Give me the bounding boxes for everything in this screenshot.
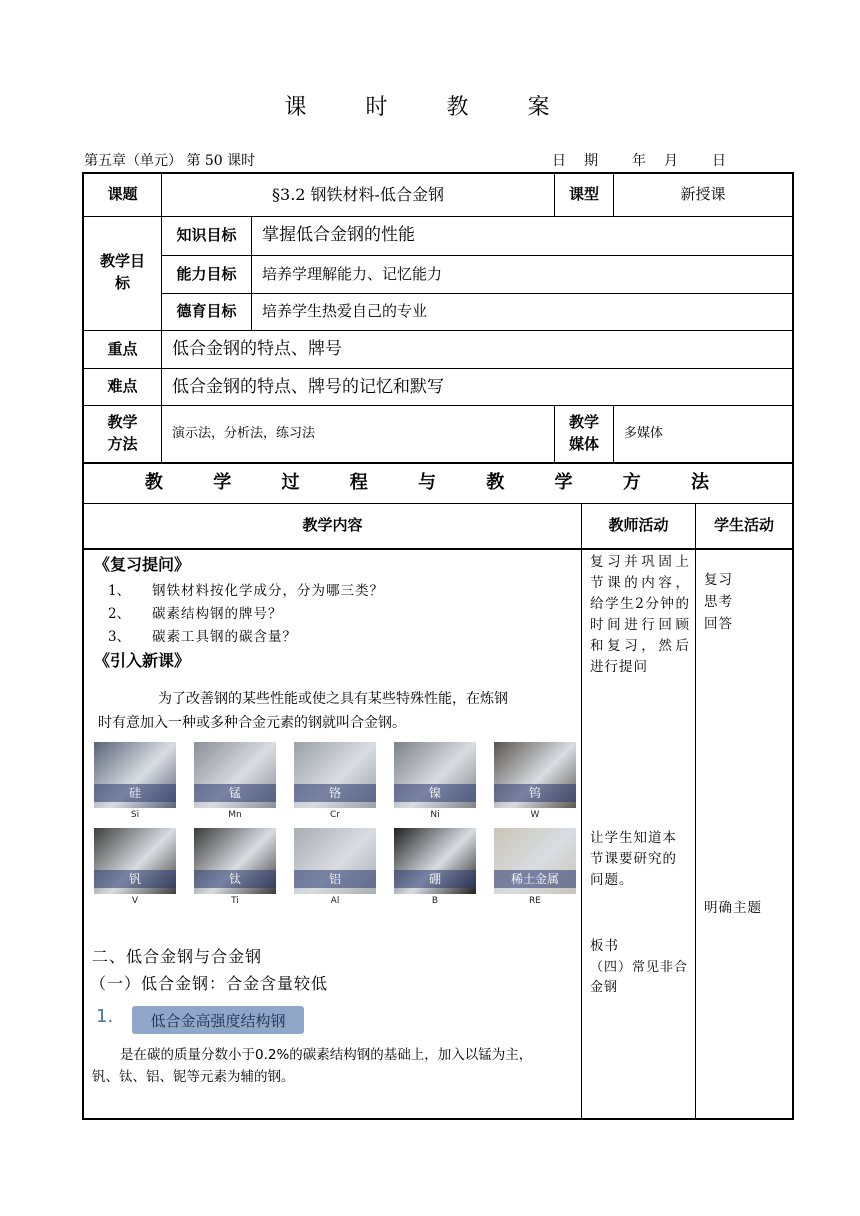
element-tile	[394, 742, 476, 808]
item-tag: 低合金高强度结构钢	[132, 1006, 304, 1034]
slide-text-line1: 为了改善钢的某些性能或使之具有某些特殊性能，在炼钢	[158, 691, 508, 707]
element-name: 锰	[194, 784, 276, 802]
element-symbol: Si	[130, 810, 140, 820]
element-symbol: V	[131, 896, 139, 906]
type-label: 课型	[568, 185, 599, 204]
item-desc-line2: 钒、钛、铝、铌等元素为辅的钢。	[92, 1069, 295, 1085]
student-line-2: 思考	[704, 594, 733, 610]
page-title: 课 时 教 案	[284, 95, 576, 120]
slide-text-line2: 时有意加入一种或多种合金元素的钢就叫合金钢。	[98, 715, 406, 731]
review-item-3-text: 碳素工具钢的碳含量？	[152, 629, 297, 645]
review-item-2-text: 碳素结构钢的牌号？	[152, 606, 283, 622]
review-item-3-num: 3、	[108, 629, 131, 645]
col-teacher-header: 教师活动	[608, 516, 669, 535]
goal-ability-value: 培养学理解能力、记忆能力	[262, 264, 443, 283]
date-header: 日 期 年 月 日	[552, 153, 728, 169]
type-value: 新授课	[680, 185, 726, 204]
media-label: 教学媒体	[568, 413, 599, 453]
goal-knowledge-value: 掌握低合金钢的性能	[262, 225, 415, 246]
process-title: 教 学 过 程 与 教 学 方 法	[144, 472, 732, 494]
item-desc-line1: 是在碳的质量分数小于0.2%的碳素结构钢的基础上，加入以锰为主，	[120, 1047, 533, 1063]
review-heading: 《复习提问》	[94, 555, 191, 574]
element-symbol: Al	[330, 896, 340, 906]
element-tile	[494, 742, 576, 808]
element-name: 硼	[394, 870, 476, 888]
element-symbol: Ti	[231, 896, 239, 906]
element-name: 钒	[94, 870, 176, 888]
difficulty-value: 低合金钢的特点、牌号的记忆和默写	[172, 376, 444, 397]
element-name: 钛	[194, 870, 276, 888]
goal-ability-label: 能力目标	[176, 264, 237, 283]
student-block-2: 明确主题	[704, 900, 762, 916]
element-tile	[294, 828, 376, 894]
topic-label: 课题	[107, 185, 138, 204]
goal-knowledge-label: 知识目标	[176, 225, 237, 244]
student-line-3: 回答	[704, 616, 733, 632]
element-name: 镍	[394, 784, 476, 802]
col-content-header: 教学内容	[302, 516, 363, 535]
item-number: 1.	[96, 1006, 114, 1027]
element-tile	[194, 828, 276, 894]
method-label: 教学方法	[107, 413, 138, 453]
media-value: 多媒体	[624, 425, 664, 441]
teacher-block-2: 让学生知道本节课要研究的问题。	[590, 830, 677, 888]
method-value: 演示法，分析法，练习法	[172, 425, 316, 441]
key-value: 低合金钢的特点、牌号	[172, 339, 342, 360]
subsection-1-heading: （一）低合金钢：合金含量较低	[90, 974, 329, 993]
element-tile	[94, 742, 176, 808]
review-item-1-num: 1、	[108, 583, 131, 599]
topic-value: §3.2 钢铁材料-低合金钢	[272, 185, 444, 205]
goal-moral-label: 德育目标	[176, 302, 237, 321]
element-symbol: Mn	[228, 810, 242, 820]
element-name: 稀土金属	[494, 870, 576, 888]
key-label: 重点	[107, 339, 138, 358]
review-item-1-text: 钢铁材料按化学成分，分为哪三类？	[152, 583, 384, 599]
element-tile	[194, 742, 276, 808]
element-tile	[94, 828, 176, 894]
review-item-2-num: 2、	[108, 606, 131, 622]
element-symbol: Cr	[330, 810, 340, 820]
goal-moral-value: 培养学生热爱自己的专业	[262, 302, 428, 321]
element-name: 铬	[294, 784, 376, 802]
teacher-block-3-title: 板书	[590, 938, 619, 954]
intro-heading: 《引入新课》	[94, 651, 191, 670]
teacher-block-3-text: （四）常见非合金钢	[590, 960, 689, 996]
element-name: 硅	[94, 784, 176, 802]
element-name: 铝	[294, 870, 376, 888]
section-2-heading: 二、低合金钢与合金钢	[92, 947, 263, 966]
element-symbol: B	[431, 896, 439, 906]
alloy-elements-slide	[90, 680, 576, 926]
element-name: 钨	[494, 784, 576, 802]
element-tile	[394, 828, 476, 894]
teacher-block-1: 复习并巩固上节课的内容，给学生2分钟的时间进行回顾和复习，然后进行提问	[590, 554, 690, 675]
student-line-1: 复习	[704, 572, 733, 588]
element-symbol: Ni	[430, 810, 440, 820]
goals-label: 教学目标	[100, 252, 146, 292]
element-symbol: W	[530, 810, 540, 820]
chapter-header: 第五章（单元） 第 50 课时	[84, 153, 256, 169]
element-tile	[494, 828, 576, 894]
element-symbol: RE	[529, 896, 541, 906]
lesson-plan-table	[82, 172, 794, 1120]
element-tile	[294, 742, 376, 808]
col-student-header: 学生活动	[713, 516, 774, 535]
difficulty-label: 难点	[107, 377, 138, 396]
